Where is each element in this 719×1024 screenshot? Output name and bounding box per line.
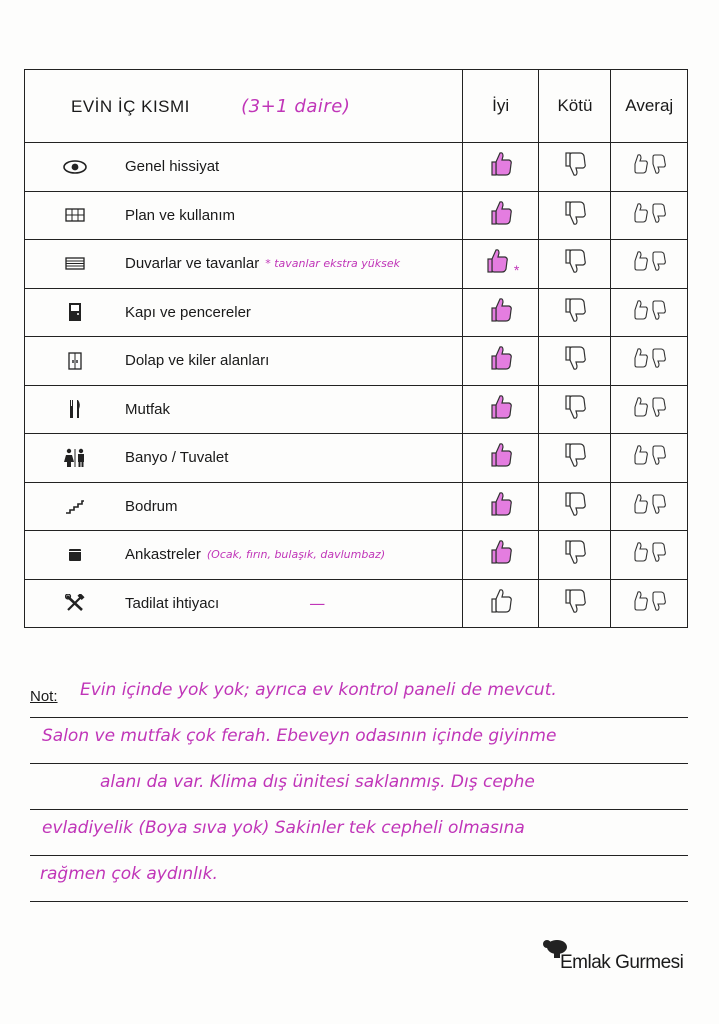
thumbs-down-icon[interactable] <box>560 214 590 231</box>
thumbs-up-icon[interactable] <box>486 214 516 231</box>
note-text: Evin içinde yok yok; ayrıca ev kontrol paneli de mevcut. <box>80 680 557 700</box>
criterion-label: Tadilat ihtiyacı <box>125 594 220 612</box>
note-line <box>30 764 688 810</box>
wall-icon <box>25 257 125 270</box>
table-row <box>25 385 688 434</box>
thumbs-up-icon[interactable] <box>486 359 516 376</box>
thumbs-up-down-icon[interactable] <box>629 408 669 425</box>
table-row <box>25 579 688 628</box>
thumbs-up-icon[interactable] <box>482 262 512 279</box>
table-row <box>25 337 688 386</box>
stairs-icon <box>25 498 125 514</box>
rating-bad-cell[interactable] <box>539 143 611 192</box>
thumbs-up-down-icon[interactable] <box>629 359 669 376</box>
rating-average-cell[interactable] <box>611 434 688 483</box>
rating-good-cell[interactable] <box>462 288 539 337</box>
rating-average-cell[interactable] <box>611 288 688 337</box>
note-line <box>30 856 688 902</box>
rating-average-cell[interactable] <box>611 337 688 386</box>
thumbs-up-icon[interactable] <box>486 505 516 522</box>
criterion-cell <box>25 482 463 531</box>
rating-bad-cell[interactable] <box>539 385 611 434</box>
criterion <box>25 434 462 482</box>
criterion-cell <box>25 191 463 240</box>
rating-bad-cell[interactable] <box>539 579 611 628</box>
thumbs-down-icon[interactable] <box>560 602 590 619</box>
eye-icon <box>25 160 125 174</box>
table-row <box>25 191 688 240</box>
criterion <box>25 386 462 434</box>
header-average: Averaj <box>611 70 688 143</box>
thumbs-up-icon[interactable] <box>486 311 516 328</box>
brand-name: Emlak Gurmesi <box>560 952 684 973</box>
rating-average-cell[interactable] <box>611 385 688 434</box>
rating-good-cell[interactable] <box>462 143 539 192</box>
criterion <box>25 531 462 579</box>
thumbs-down-icon[interactable] <box>560 359 590 376</box>
criterion-cell <box>25 288 463 337</box>
note-text: evladiyelik (Boya sıva yok) Sakinler tek cepheli olmasına <box>42 818 525 838</box>
header-title-cell <box>25 70 463 143</box>
thumbs-down-icon[interactable] <box>560 165 590 182</box>
floor-plan-icon <box>25 208 125 222</box>
header-good: İyi <box>462 70 539 143</box>
note-text: rağmen çok aydınlık. <box>40 864 218 884</box>
note-line <box>30 718 688 764</box>
rating-average-cell[interactable] <box>611 482 688 531</box>
thumbs-down-icon[interactable] <box>560 311 590 328</box>
criterion-label: Dolap ve kiler alanları <box>125 352 270 370</box>
notes-label: Not: <box>30 688 58 705</box>
table-row <box>25 240 688 289</box>
thumbs-up-down-icon[interactable] <box>629 553 669 570</box>
criterion-cell <box>25 240 463 289</box>
criterion-label: Bodrum <box>125 497 178 515</box>
rating-bad-cell[interactable] <box>539 240 611 289</box>
rating-good-cell[interactable] <box>462 240 539 289</box>
criterion-label: Plan ve kullanım <box>125 206 236 224</box>
table-header-row <box>25 70 688 143</box>
door-icon <box>25 302 125 322</box>
rating-bad-cell[interactable] <box>539 531 611 580</box>
rating-average-cell[interactable] <box>611 240 688 289</box>
handwritten-note: (Ocak, fırın, bulaşık, davlumbaz) <box>206 548 386 562</box>
criterion-cell <box>25 579 463 628</box>
rating-bad-cell[interactable] <box>539 191 611 240</box>
rating-average-cell[interactable] <box>611 143 688 192</box>
rating-average-cell[interactable] <box>611 531 688 580</box>
appliance-icon <box>25 548 125 562</box>
header-bad: Kötü <box>539 70 611 143</box>
thumbs-up-down-icon[interactable] <box>629 311 669 328</box>
criterion-cell <box>25 531 463 580</box>
table-row <box>25 482 688 531</box>
thumbs-up-down-icon[interactable] <box>629 505 669 522</box>
thumbs-down-icon[interactable] <box>560 408 590 425</box>
cabinet-icon <box>25 352 125 370</box>
thumbs-up-down-icon[interactable] <box>629 214 669 231</box>
criterion-label: Kapı ve pencereler <box>125 303 251 321</box>
thumbs-up-icon[interactable] <box>486 165 516 182</box>
criterion <box>25 337 462 385</box>
rating-good-cell[interactable] <box>462 434 539 483</box>
table-row <box>25 434 688 483</box>
thumbs-down-icon[interactable] <box>560 456 590 473</box>
thumbs-up-icon[interactable] <box>486 456 516 473</box>
rating-good-cell[interactable] <box>462 191 539 240</box>
criterion-label: Banyo / Tuvalet <box>125 449 229 467</box>
rating-good-cell[interactable] <box>462 579 539 628</box>
rating-bad-cell[interactable] <box>539 434 611 483</box>
rating-good-cell[interactable] <box>462 337 539 386</box>
note-text: Salon ve mutfak çok ferah. Ebeveyn odasının içinde giyinme <box>42 726 557 746</box>
note-text: alanı da var. Klima dış ünitesi saklanmış. Dış cephe <box>100 772 535 792</box>
criterion-label: Ankastreler <box>125 546 201 564</box>
criterion-label: Mutfak <box>125 400 171 418</box>
thumbs-down-icon[interactable] <box>560 553 590 570</box>
rating-bad-cell[interactable] <box>539 288 611 337</box>
criterion <box>25 240 462 288</box>
rating-average-cell[interactable] <box>611 191 688 240</box>
criterion <box>25 289 462 337</box>
criterion-label: Duvarlar ve tavanlar <box>125 255 260 273</box>
restroom-icon <box>25 448 125 468</box>
criterion-cell <box>25 143 463 192</box>
handwritten-note: — <box>309 593 326 613</box>
table-row <box>25 288 688 337</box>
table-row <box>25 143 688 192</box>
asterisk-mark: * <box>513 262 520 279</box>
criterion <box>25 192 462 240</box>
handwritten-apartment-type: (3+1 daire) <box>241 95 351 117</box>
thumbs-up-down-icon[interactable] <box>629 456 669 473</box>
handwritten-note: * tavanlar ekstra yüksek <box>265 257 400 271</box>
rating-bad-cell[interactable] <box>539 337 611 386</box>
thumbs-up-icon[interactable] <box>486 602 516 619</box>
thumbs-up-icon[interactable] <box>486 553 516 570</box>
cutlery-icon <box>25 399 125 419</box>
thumbs-down-icon[interactable] <box>560 262 590 279</box>
thumbs-up-down-icon[interactable] <box>629 602 669 619</box>
criterion-cell <box>25 337 463 386</box>
table-row <box>25 531 688 580</box>
thumbs-up-down-icon[interactable] <box>629 165 669 182</box>
tools-icon <box>25 594 125 612</box>
criterion <box>25 143 462 191</box>
thumbs-up-icon[interactable] <box>486 408 516 425</box>
criterion-label: Genel hissiyat <box>125 158 220 176</box>
note-line <box>30 810 688 856</box>
notes-section <box>30 672 688 902</box>
interior-checklist-table <box>24 69 688 628</box>
criterion <box>25 580 462 628</box>
rating-average-cell[interactable] <box>611 579 688 628</box>
section-title: EVİN İÇ KISMI <box>71 96 190 116</box>
criterion-cell <box>25 434 463 483</box>
criterion-cell <box>25 385 463 434</box>
thumbs-down-icon[interactable] <box>560 505 590 522</box>
rating-good-cell[interactable] <box>462 385 539 434</box>
note-line <box>30 672 688 718</box>
rating-bad-cell[interactable] <box>539 482 611 531</box>
rating-good-cell[interactable] <box>462 482 539 531</box>
rating-good-cell[interactable] <box>462 531 539 580</box>
thumbs-up-down-icon[interactable] <box>629 262 669 279</box>
criterion <box>25 483 462 531</box>
